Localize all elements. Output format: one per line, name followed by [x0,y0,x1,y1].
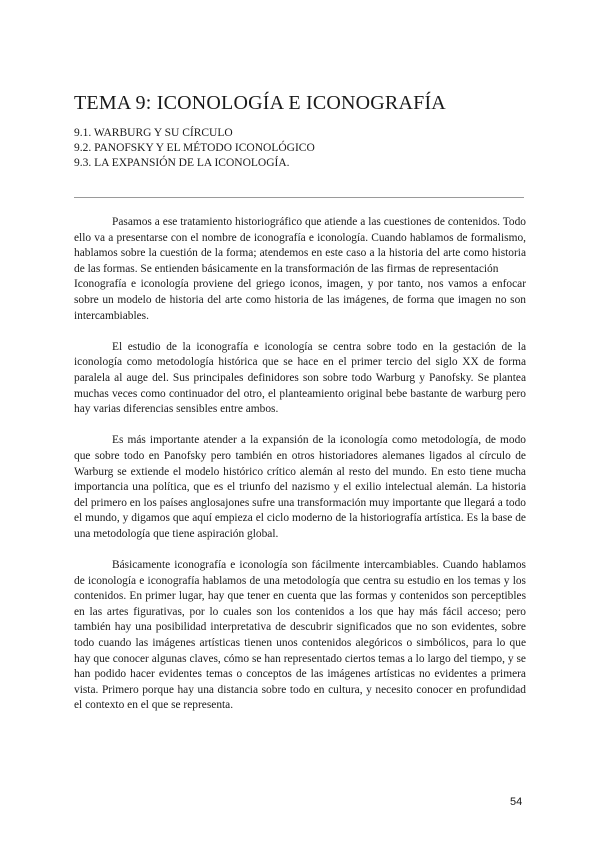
page-title: TEMA 9: ICONOLOGÍA E ICONOGRAFÍA [74,92,446,114]
body-text [74,215,526,730]
paragraph: El estudio de la iconografía e iconología se centra sobre todo en la gestación de la iconología como metodología histórica que se hace en el primer tercio del siglo XX de forma paralela al auge del. Sus principales definidores son sobre todo Warburg y Panofsky. Se plantea muchas veces como continuador del otro, el planteamiento original bebe bastante de warburg pero hay varias diferencias sensibles entre ambos. [74,340,526,416]
table-of-contents [74,126,315,171]
toc-item: 9.1. WARBURG Y SU CÍRCULO [74,127,233,139]
paragraph: Pasamos a ese tratamiento historiográfico que atiende a las cuestiones de contenidos. Todo ello va a presentarse con el nombre de iconografía e iconología. Cuando hablamos de formalismo, hablamos sobre la cuestión de la forma; atendemos en este caso a la historia del arte como historia de las formas. Se entienden básicamente en la transformación de las firmas de representación [74,216,526,275]
paragraph: Es más importante atender a la expansión de la iconología como metodología, de modo que sobre todo en Panofsky pero también en otros historiadores alemanes ligados al círculo de Warburg se extiende el modelo histórico crítico alemán al resto del mundo. En esto tiene mucha importancia una política, que es el triunfo del nazismo y el exilio intelectual alemán. La historia del primero en los países anglosajones sufre una transformación muy importante que llegará a todo el mundo, y digamos que aquí empieza el ciclo moderno de la historiografía artística. Es la base de una metodología que tiene aspiración global. [74,434,526,540]
toc-item: 9.3. LA EXPANSIÓN DE LA ICONOLOGÍA. [74,157,290,169]
page-number: 54 [510,796,523,808]
paragraph: Iconografía e iconología proviene del griego iconos, imagen, y por tanto, nos vamos a enfocar sobre un modelo de historia del arte como historia de las imágenes, de forma que imagen no son intercambiables. [74,278,526,322]
paragraph: Básicamente iconografía e iconología son fácilmente intercambiables. Cuando hablamos de iconología e iconografía hablamos de una metodología que centra su estudio en los temas y los contenidos. En primer lugar, hay que tener en cuenta que las formas y contenidos son perceptibles en las artes figurativas, por lo cuales son los contenidos a los que hay más fácil acceso; pero también hay una posibilidad interpretativa de descubrir significados que no son evidentes, sobre todo cuando las imágenes artísticas tienen unos contenidos alegóricos o simbólicos, para lo que hay que conocer algunas claves, cómo se han representado ciertos temas a lo largo del tiempo, y se han podido hacer evidentes temas o conceptos de las imágenes artísticas no evidentes a primera vista. Primero porque hay una distancia sobre todo en cultura, y necesito conocer en profundidad el contexto en el que se representa. [74,559,526,712]
section-divider [74,197,524,198]
toc-item: 9.2. PANOFSKY Y EL MÉTODO ICONOLÓGICO [74,142,315,154]
